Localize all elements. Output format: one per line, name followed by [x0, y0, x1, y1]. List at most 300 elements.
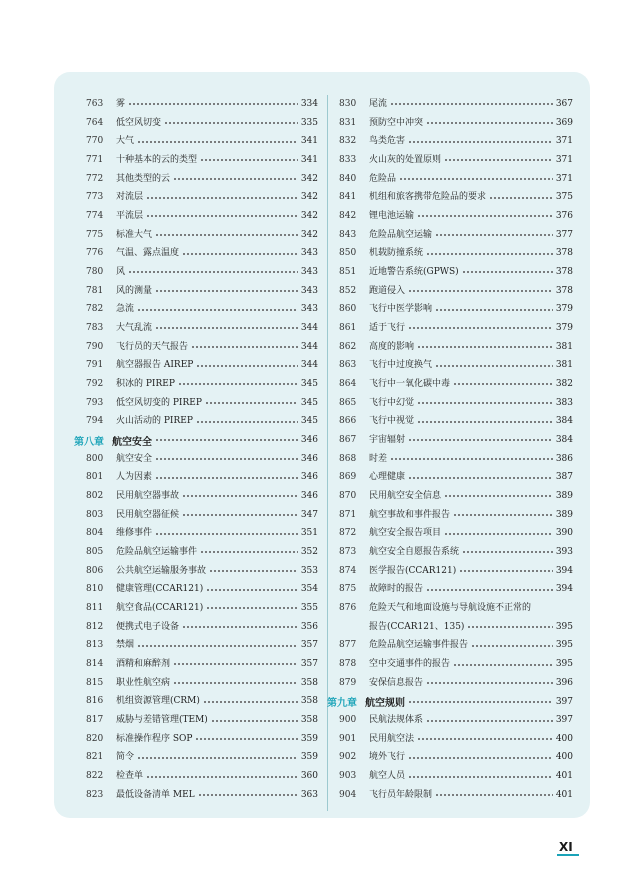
entry-title: 空中交通事件的报告 — [369, 659, 451, 669]
toc-entry[interactable] — [86, 580, 318, 599]
dot-leader — [146, 776, 298, 778]
dot-leader — [471, 645, 553, 647]
entry-title: 民用航空法 — [369, 733, 415, 744]
entry-number: 879 — [339, 677, 357, 688]
toc-entry[interactable] — [339, 655, 573, 674]
dot-leader — [200, 159, 298, 161]
entry-title: 禁烟 — [116, 640, 135, 651]
entry-title: 民用航空安全信息 — [369, 490, 442, 501]
entry-number: 874 — [339, 565, 357, 576]
dot-leader — [426, 720, 553, 722]
entry-page: 345 — [300, 397, 318, 408]
entry-number: 860 — [339, 304, 357, 315]
toc-entry[interactable] — [86, 524, 318, 543]
dot-leader — [462, 271, 553, 273]
dot-leader — [155, 439, 298, 441]
entry-number: 817 — [86, 715, 104, 725]
entry-title: 危险品航空运输事件 — [116, 546, 198, 557]
chapter-label: 第九章 — [327, 698, 357, 710]
dot-leader — [417, 738, 553, 740]
toc-left-column — [74, 95, 318, 805]
toc-entry[interactable] — [339, 356, 573, 375]
dot-leader — [459, 570, 553, 572]
dot-leader — [435, 309, 553, 311]
entry-page: 342 — [300, 192, 318, 203]
entry-number: 810 — [86, 584, 104, 595]
toc-entry[interactable] — [339, 711, 573, 730]
toc-entry[interactable] — [339, 188, 573, 207]
entry-title: 标准操作程序 SOP — [116, 733, 193, 744]
dot-leader — [417, 421, 553, 423]
entry-page: 342 — [300, 229, 318, 240]
dot-leader — [399, 178, 553, 180]
dot-leader — [408, 701, 553, 703]
entry-title: 机载防撞系统 — [369, 248, 424, 259]
toc-entry[interactable] — [86, 132, 318, 151]
entry-number: 904 — [339, 789, 357, 800]
dot-leader — [467, 626, 552, 628]
entry-page: 345 — [300, 416, 318, 427]
entry-title: 火山活动的 PIREP — [116, 416, 193, 427]
toc-entry[interactable] — [339, 300, 573, 319]
entry-page: 395 — [555, 659, 573, 669]
toc-entry[interactable] — [86, 562, 318, 581]
dot-leader — [205, 402, 298, 404]
entry-page: 386 — [555, 453, 573, 464]
toc-entry[interactable] — [339, 543, 573, 562]
dot-leader — [453, 514, 553, 516]
dot-leader — [426, 682, 553, 684]
toc-entry[interactable] — [86, 114, 318, 133]
toc-entry[interactable] — [86, 599, 318, 618]
dot-leader — [444, 495, 553, 497]
entry-number: 850 — [339, 248, 357, 259]
entry-page: 378 — [555, 285, 573, 296]
toc-entry[interactable] — [86, 338, 318, 357]
entry-title: 机组资源管理(CRM) — [116, 696, 200, 707]
dot-leader — [182, 626, 298, 628]
entry-page: 344 — [300, 360, 318, 371]
toc-entry[interactable] — [86, 282, 318, 301]
dot-leader — [408, 776, 553, 778]
entry-page: 346 — [300, 472, 318, 483]
toc-entry[interactable] — [339, 674, 573, 693]
dot-leader — [211, 720, 298, 722]
entry-title: 航空事故和事件报告 — [369, 509, 451, 520]
entry-title: 高度的影响 — [369, 341, 415, 352]
entry-title: 故障时的报告 — [369, 584, 424, 595]
dot-leader — [191, 346, 298, 348]
entry-title: 锂电池运输 — [369, 210, 415, 221]
entry-number: 830 — [339, 98, 357, 109]
toc-entry[interactable] — [339, 580, 573, 599]
toc-entry[interactable] — [339, 730, 573, 749]
toc-entry[interactable] — [339, 226, 573, 245]
toc-entry[interactable] — [339, 412, 573, 431]
entry-page: 377 — [555, 229, 573, 240]
entry-number: 831 — [339, 117, 357, 128]
entry-number: 783 — [86, 322, 104, 333]
dot-leader — [206, 607, 298, 609]
dot-leader — [198, 794, 298, 796]
entry-page: 401 — [555, 789, 573, 800]
toc-entry[interactable] — [339, 767, 573, 786]
entry-title: 风 — [116, 266, 126, 277]
toc-entry[interactable] — [86, 655, 318, 674]
dot-leader — [206, 589, 298, 591]
entry-title: 医学报告(CCAR121) — [369, 565, 457, 576]
entry-title: 气温、露点温度 — [116, 248, 180, 259]
entry-page: 346 — [300, 453, 318, 464]
entry-title: 积冰的 PIREP — [116, 378, 175, 389]
entry-title: 低空风切变 — [116, 117, 162, 128]
entry-title: 宇宙辐射 — [369, 434, 406, 445]
toc-entry[interactable] — [86, 767, 318, 786]
entry-page: 358 — [300, 696, 318, 707]
entry-page: 390 — [555, 528, 573, 539]
entry-number: 803 — [86, 509, 104, 520]
toc-entry[interactable] — [339, 394, 573, 413]
entry-number: 864 — [339, 378, 357, 389]
entry-number: 869 — [339, 472, 357, 483]
entry-number: 794 — [86, 416, 104, 427]
entry-page: 345 — [300, 378, 318, 389]
toc-entry[interactable] — [86, 188, 318, 207]
toc-entry[interactable] — [86, 263, 318, 282]
entry-number: 863 — [339, 360, 357, 371]
entry-number: 804 — [86, 528, 104, 539]
dot-leader — [173, 663, 298, 665]
entry-page: 379 — [555, 304, 573, 315]
entry-number: 875 — [339, 584, 357, 595]
toc-entry[interactable] — [86, 356, 318, 375]
entry-title: 检查单 — [116, 771, 144, 782]
dot-leader — [182, 253, 298, 255]
toc-entry[interactable] — [339, 637, 573, 656]
entry-page: 344 — [300, 341, 318, 352]
entry-page: 384 — [555, 416, 573, 427]
dot-leader — [408, 757, 553, 759]
entry-title: 公共航空运输服务事故 — [116, 565, 207, 576]
entry-title: 危险天气和地面设施与导航设施不正常的 — [369, 602, 532, 613]
entry-number: 852 — [339, 285, 357, 296]
entry-number: 823 — [86, 789, 104, 800]
chapter-title: 航空规则 — [365, 698, 405, 710]
entry-page: 343 — [300, 285, 318, 296]
entry-page: 384 — [555, 434, 573, 445]
entry-number: 833 — [339, 154, 357, 165]
toc-entry[interactable] — [339, 244, 573, 263]
entry-page: 381 — [555, 360, 573, 371]
toc-entry[interactable] — [339, 263, 573, 282]
entry-title: 雾 — [116, 98, 126, 109]
dot-leader — [444, 533, 553, 535]
toc-entry[interactable] — [86, 170, 318, 189]
toc-entry[interactable] — [339, 282, 573, 301]
toc-entry[interactable] — [339, 338, 573, 357]
dot-leader — [408, 290, 553, 292]
entry-number: 903 — [339, 771, 357, 782]
toc-entry[interactable] — [339, 468, 573, 487]
entry-number: 776 — [86, 248, 104, 259]
chapter-heading[interactable] — [74, 431, 318, 450]
entry-title: 安保信息报告 — [369, 677, 424, 688]
dot-leader — [426, 122, 553, 124]
entry-multiline — [369, 599, 573, 636]
dot-leader — [137, 757, 298, 759]
toc-entry[interactable] — [86, 636, 318, 655]
entry-number: 821 — [86, 752, 104, 763]
entry-title: 酒精和麻醉剂 — [116, 658, 171, 669]
dot-leader — [408, 477, 553, 479]
toc-entry[interactable] — [339, 170, 573, 189]
entry-title: 风的测量 — [116, 285, 153, 296]
entry-title: 简令 — [116, 752, 135, 763]
toc-entry[interactable] — [86, 244, 318, 263]
entry-number: 805 — [86, 546, 104, 557]
toc-entry[interactable] — [86, 375, 318, 394]
entry-number: 843 — [339, 229, 357, 240]
entry-number: 871 — [339, 509, 357, 520]
entry-page: 352 — [300, 546, 318, 557]
toc-entry[interactable] — [339, 786, 573, 805]
toc-entry[interactable] — [86, 711, 318, 730]
toc-entry[interactable] — [86, 506, 318, 525]
toc-entry[interactable] — [86, 693, 318, 712]
entry-page: 393 — [555, 546, 573, 557]
toc-entry[interactable] — [339, 487, 573, 506]
entry-title-continued — [369, 623, 573, 632]
toc-entry[interactable] — [339, 562, 573, 581]
entry-page: 346 — [300, 490, 318, 501]
entry-page: 357 — [300, 640, 318, 651]
entry-number: 774 — [86, 210, 104, 221]
dot-leader — [489, 197, 553, 199]
entry-number: 812 — [86, 621, 104, 632]
dot-leader — [155, 533, 298, 535]
toc-entry[interactable] — [86, 468, 318, 487]
dot-leader — [196, 421, 298, 423]
entry-page: 353 — [300, 565, 318, 576]
dot-leader — [137, 645, 298, 647]
entry-title: 危险品航空运输事件报告 — [369, 640, 469, 651]
entry-page: 382 — [555, 378, 573, 389]
entry-title: 心理健康 — [369, 472, 406, 483]
toc-entry[interactable] — [339, 132, 573, 151]
entry-title: 人为因素 — [116, 472, 153, 483]
entry-title: 其他类型的云 — [116, 173, 171, 184]
entry-number: 867 — [339, 434, 357, 445]
toc-entry[interactable] — [339, 151, 573, 170]
entry-page: 376 — [555, 210, 573, 221]
entry-page: 389 — [555, 509, 573, 520]
chapter-heading[interactable] — [327, 693, 573, 712]
entry-number: 801 — [86, 472, 104, 483]
entry-page: 344 — [300, 322, 318, 333]
entry-title: 急流 — [116, 304, 135, 315]
dot-leader — [182, 495, 298, 497]
entry-page: 401 — [555, 771, 573, 782]
entry-title: 时差 — [369, 453, 388, 464]
toc-entry[interactable] — [86, 95, 318, 114]
dot-leader — [435, 365, 553, 367]
dot-leader — [426, 253, 553, 255]
entry-number: 763 — [86, 98, 104, 109]
entry-number: 815 — [86, 677, 104, 688]
toc-entry[interactable] — [339, 506, 573, 525]
chapter-title: 航空安全 — [112, 436, 152, 448]
dot-leader — [155, 290, 298, 292]
entry-number: 822 — [86, 771, 104, 782]
dot-leader — [155, 327, 298, 329]
entry-page: 360 — [300, 771, 318, 782]
dot-leader — [137, 309, 298, 311]
entry-page: 394 — [555, 584, 573, 595]
toc-entry[interactable] — [339, 375, 573, 394]
entry-number: 775 — [86, 229, 104, 240]
entry-page: 355 — [300, 602, 318, 613]
entry-number: 876 — [339, 603, 357, 614]
entry-number: 820 — [86, 733, 104, 744]
entry-page: 389 — [555, 490, 573, 501]
entry-title: 对流层 — [116, 192, 144, 203]
entry-number: 782 — [86, 304, 104, 315]
entry-number: 813 — [86, 640, 104, 651]
entry-title: 航空安全自愿报告系统 — [369, 546, 460, 557]
toc-entry[interactable] — [86, 543, 318, 562]
entry-page: 358 — [300, 715, 318, 725]
entry-number: 791 — [86, 360, 104, 371]
toc-entry[interactable] — [86, 749, 318, 768]
toc-entry[interactable] — [339, 599, 573, 636]
entry-title: 航空人员 — [369, 771, 406, 782]
toc-entry[interactable] — [86, 412, 318, 431]
toc-entry[interactable] — [339, 319, 573, 338]
entry-title: 航空器报告 AIREP — [116, 360, 194, 371]
page-number-underline — [557, 854, 579, 856]
toc-entry[interactable] — [339, 114, 573, 133]
entry-number: 878 — [339, 659, 357, 669]
entry-title: 危险品 — [369, 173, 397, 184]
dot-leader — [435, 794, 553, 796]
chapter-label: 第八章 — [74, 436, 104, 448]
dot-leader — [146, 215, 298, 217]
toc-entry[interactable] — [86, 487, 318, 506]
entry-title: 机组和旅客携带危险品的要求 — [369, 192, 487, 203]
entry-number: 773 — [86, 192, 104, 203]
entry-page: 378 — [555, 248, 573, 259]
toc-entry[interactable] — [86, 300, 318, 319]
entry-number: 862 — [339, 341, 357, 352]
entry-number: 877 — [339, 640, 357, 651]
toc-entry[interactable] — [339, 207, 573, 226]
toc-entry[interactable] — [86, 319, 318, 338]
entry-page: 378 — [555, 266, 573, 277]
entry-page: 387 — [555, 472, 573, 483]
entry-page: 394 — [555, 565, 573, 576]
entry-title: 航空安全报告项目 — [369, 528, 442, 539]
toc-entry[interactable] — [339, 95, 573, 114]
toc-entry[interactable] — [86, 394, 318, 413]
entry-title: 平流层 — [116, 210, 144, 221]
entry-number: 814 — [86, 658, 104, 669]
toc-entry[interactable] — [86, 786, 318, 805]
entry-page: 341 — [300, 154, 318, 165]
entry-title: 职业性航空病 — [116, 677, 171, 688]
entry-page: 342 — [300, 173, 318, 184]
entry-page: 371 — [555, 136, 573, 147]
entry-title: 飞行中医学影响 — [369, 304, 433, 315]
dot-leader — [128, 103, 298, 105]
dot-leader — [408, 141, 553, 143]
entry-page: 335 — [300, 117, 318, 128]
entry-page: 400 — [555, 733, 573, 744]
toc-entry[interactable] — [86, 450, 318, 469]
entry-number: 771 — [86, 154, 104, 165]
entry-page: 343 — [300, 304, 318, 315]
entry-number: 781 — [86, 285, 104, 296]
entry-title: 民用航空器征候 — [116, 509, 180, 520]
entry-page: 356 — [300, 621, 318, 632]
entry-number: 901 — [339, 733, 357, 744]
entry-number: 811 — [86, 602, 104, 613]
entry-title-line2: 报告(CCAR121、135) — [369, 621, 465, 632]
entry-title: 最低设备清单 MEL — [116, 789, 195, 800]
entry-title: 火山灰的处置原则 — [369, 154, 442, 165]
dot-leader — [195, 738, 297, 740]
entry-page: 347 — [300, 509, 318, 520]
dot-leader — [173, 178, 298, 180]
dot-leader — [155, 458, 298, 460]
toc-entry[interactable] — [339, 524, 573, 543]
entry-page: 359 — [300, 752, 318, 763]
toc-entry[interactable] — [86, 618, 318, 637]
entry-title: 飞行员的天气报告 — [116, 341, 189, 352]
entry-title: 飞行中视觉 — [369, 416, 415, 427]
entry-page: 369 — [555, 117, 573, 128]
dot-leader — [417, 402, 553, 404]
toc-entry[interactable] — [86, 674, 318, 693]
toc-entry[interactable] — [86, 226, 318, 245]
entry-number: 816 — [86, 696, 104, 707]
entry-title: 近地警告系统(GPWS) — [369, 266, 459, 277]
entry-number: 861 — [339, 322, 357, 333]
entry-title: 飞行中一氧化碳中毒 — [369, 378, 451, 389]
toc-entry[interactable] — [86, 730, 318, 749]
toc-entry[interactable] — [339, 450, 573, 469]
toc-entry[interactable] — [339, 431, 573, 450]
entry-number: 873 — [339, 546, 357, 557]
entry-page: 396 — [555, 677, 573, 688]
entry-title: 标准大气 — [116, 229, 153, 240]
entry-title: 航空食品(CCAR121) — [116, 602, 204, 613]
entry-number: 902 — [339, 752, 357, 763]
entry-number: 780 — [86, 266, 104, 277]
entry-number: 866 — [339, 416, 357, 427]
entry-page: 367 — [555, 98, 573, 109]
entry-page: 383 — [555, 397, 573, 408]
entry-page: 342 — [300, 210, 318, 221]
toc-entry[interactable] — [86, 207, 318, 226]
entry-number: 772 — [86, 173, 104, 184]
toc-entry[interactable] — [339, 749, 573, 768]
entry-number: 872 — [339, 528, 357, 539]
entry-number: 764 — [86, 117, 104, 128]
entry-title: 飞行中幻觉 — [369, 397, 415, 408]
entry-title: 健康管理(CCAR121) — [116, 584, 204, 595]
entry-title: 尾流 — [369, 98, 388, 109]
toc-entry[interactable] — [86, 151, 318, 170]
